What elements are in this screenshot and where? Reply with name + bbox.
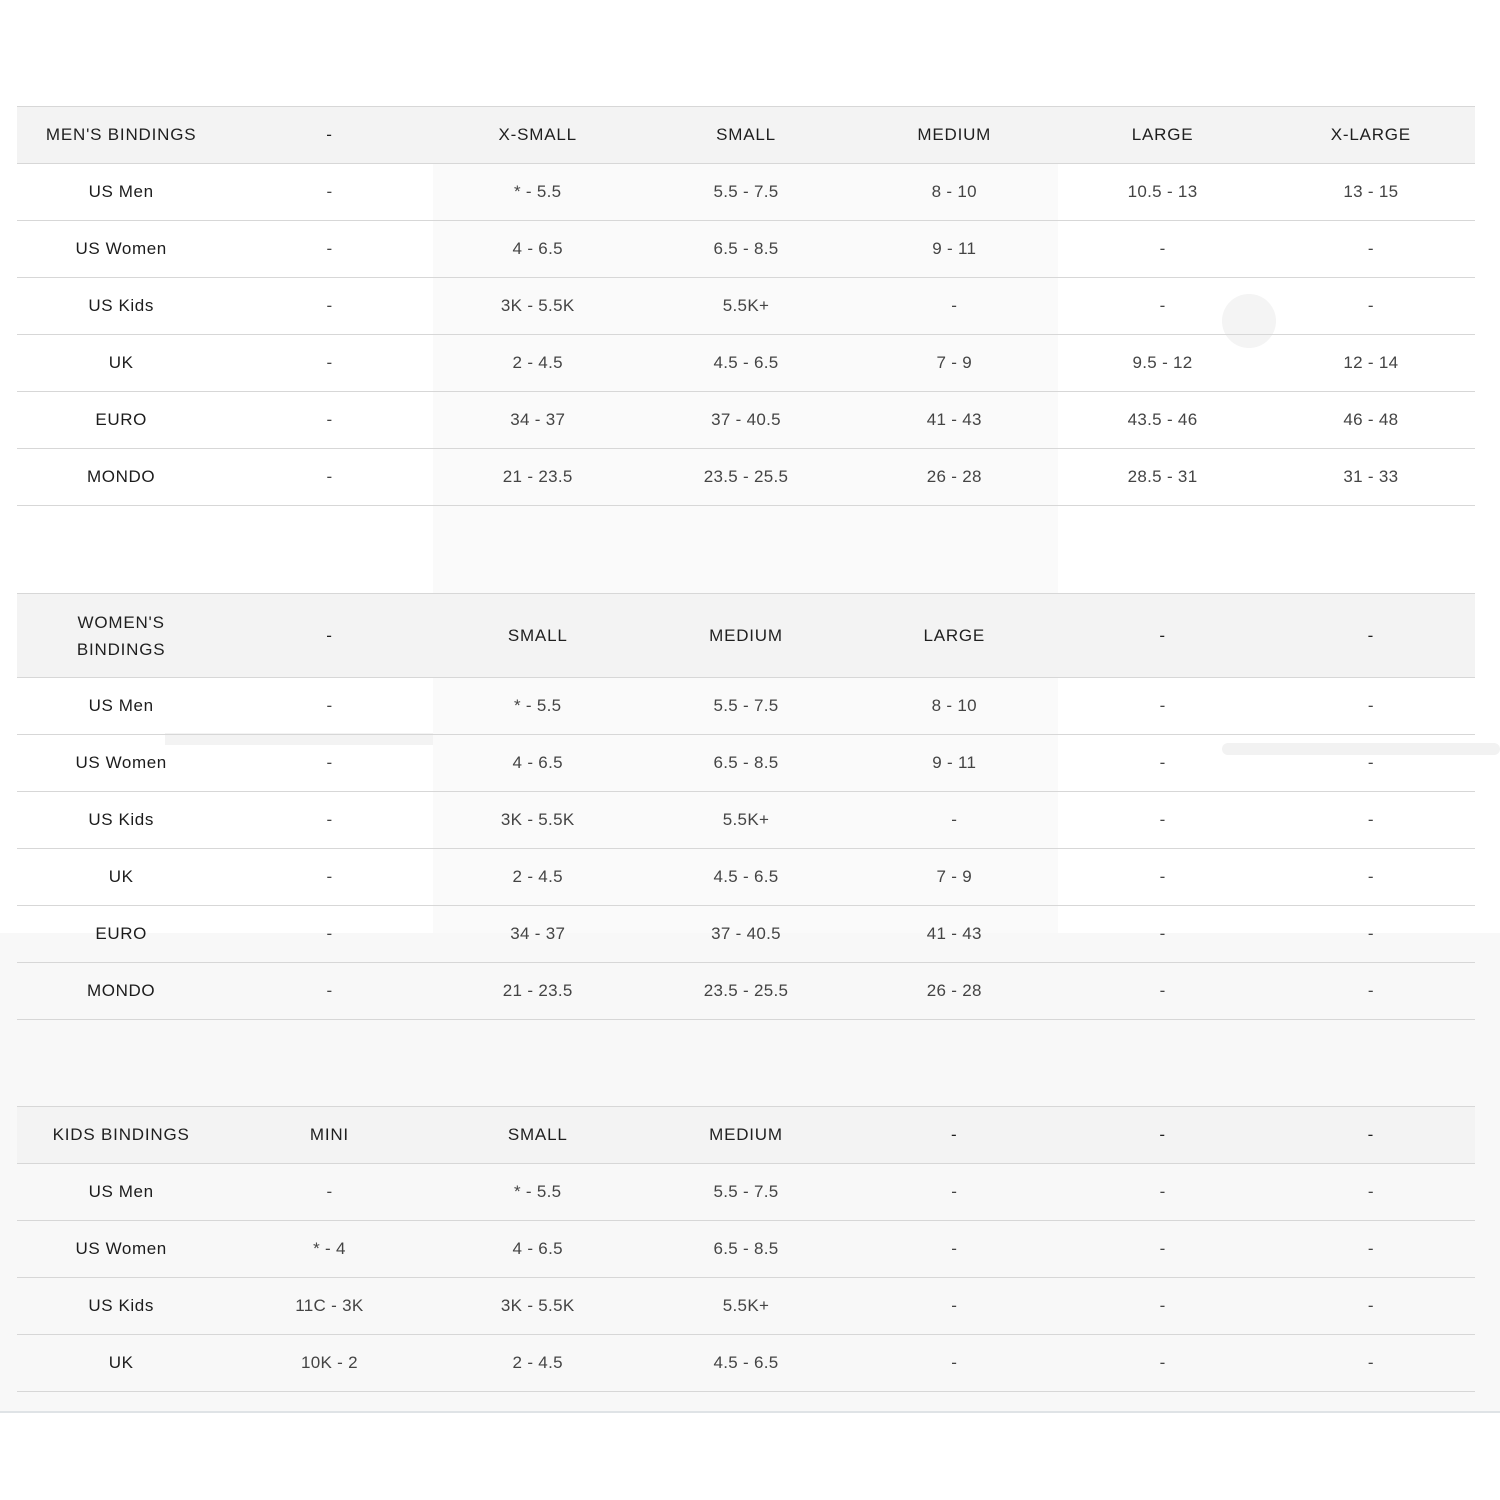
- size-range-cell: 3K - 5.5K: [434, 1278, 642, 1335]
- size-range-cell: 21 - 23.5: [434, 963, 642, 1020]
- size-column-header: -: [1058, 1107, 1266, 1164]
- size-system-label: US Women: [17, 221, 225, 278]
- size-system-label: EURO: [17, 906, 225, 963]
- size-range-cell: 23.5 - 25.5: [642, 963, 850, 1020]
- size-range-cell: 31 - 33: [1267, 449, 1475, 506]
- size-range-cell: 9 - 11: [850, 735, 1058, 792]
- size-range-cell: 8 - 10: [850, 678, 1058, 735]
- size-range-cell: 41 - 43: [850, 392, 1058, 449]
- size-range-cell: -: [1267, 849, 1475, 906]
- size-range-cell: -: [225, 678, 433, 735]
- size-range-cell: -: [850, 1164, 1058, 1221]
- size-range-cell: 4 - 6.5: [434, 735, 642, 792]
- table-row: [17, 278, 1475, 335]
- kids-bindings-size-table: [17, 1106, 1475, 1392]
- size-range-cell: 2 - 4.5: [434, 849, 642, 906]
- table-row: [17, 1335, 1475, 1392]
- size-range-cell: * - 4: [225, 1221, 433, 1278]
- table-row: [17, 449, 1475, 506]
- table-row: [17, 1221, 1475, 1278]
- table-row: [17, 906, 1475, 963]
- size-range-cell: * - 5.5: [434, 1164, 642, 1221]
- table-row: [17, 963, 1475, 1020]
- size-range-cell: 37 - 40.5: [642, 392, 850, 449]
- size-range-cell: 6.5 - 8.5: [642, 221, 850, 278]
- size-range-cell: 3K - 5.5K: [434, 278, 642, 335]
- size-range-cell: 7 - 9: [850, 335, 1058, 392]
- size-column-header: -: [1058, 594, 1266, 678]
- size-column-header: LARGE: [1058, 107, 1266, 164]
- size-system-label: US Women: [17, 735, 225, 792]
- size-range-cell: 43.5 - 46: [1058, 392, 1266, 449]
- table-header-row: [17, 107, 1475, 164]
- size-range-cell: -: [225, 221, 433, 278]
- size-range-cell: * - 5.5: [434, 678, 642, 735]
- size-range-cell: -: [850, 1221, 1058, 1278]
- size-range-cell: -: [850, 1278, 1058, 1335]
- size-range-cell: -: [1058, 963, 1266, 1020]
- size-range-cell: 6.5 - 8.5: [642, 1221, 850, 1278]
- size-range-cell: 4.5 - 6.5: [642, 1335, 850, 1392]
- table-title-header: KIDS BINDINGS: [17, 1107, 225, 1164]
- size-range-cell: 4 - 6.5: [434, 1221, 642, 1278]
- size-column-header: -: [225, 107, 433, 164]
- size-column-header: LARGE: [850, 594, 1058, 678]
- table-title-header: MEN'S BINDINGS: [17, 107, 225, 164]
- size-column-header: X-SMALL: [434, 107, 642, 164]
- table-row: [17, 335, 1475, 392]
- size-range-cell: -: [1058, 678, 1266, 735]
- size-range-cell: -: [1267, 221, 1475, 278]
- size-range-cell: 4 - 6.5: [434, 221, 642, 278]
- size-range-cell: -: [1267, 792, 1475, 849]
- size-range-cell: -: [850, 1335, 1058, 1392]
- table-row: [17, 792, 1475, 849]
- divider: [0, 1411, 1500, 1413]
- size-column-header: SMALL: [434, 1107, 642, 1164]
- size-system-label: US Kids: [17, 792, 225, 849]
- size-range-cell: 34 - 37: [434, 906, 642, 963]
- size-system-label: MONDO: [17, 449, 225, 506]
- size-range-cell: -: [1058, 221, 1266, 278]
- size-range-cell: 26 - 28: [850, 963, 1058, 1020]
- size-range-cell: -: [1267, 1278, 1475, 1335]
- size-range-cell: 5.5K+: [642, 1278, 850, 1335]
- table-row: [17, 735, 1475, 792]
- size-range-cell: 4.5 - 6.5: [642, 335, 850, 392]
- size-range-cell: -: [1267, 963, 1475, 1020]
- size-range-cell: -: [1058, 1278, 1266, 1335]
- size-range-cell: 26 - 28: [850, 449, 1058, 506]
- size-system-label: UK: [17, 1335, 225, 1392]
- size-range-cell: 9.5 - 12: [1058, 335, 1266, 392]
- size-range-cell: -: [225, 849, 433, 906]
- size-range-cell: -: [1267, 678, 1475, 735]
- size-range-cell: 41 - 43: [850, 906, 1058, 963]
- size-column-header: -: [850, 1107, 1058, 1164]
- table-row: [17, 1278, 1475, 1335]
- size-range-cell: -: [225, 278, 433, 335]
- size-range-cell: -: [1058, 735, 1266, 792]
- size-range-cell: 7 - 9: [850, 849, 1058, 906]
- size-column-header: -: [1267, 594, 1475, 678]
- size-system-label: US Kids: [17, 1278, 225, 1335]
- size-range-cell: 2 - 4.5: [434, 335, 642, 392]
- size-range-cell: 34 - 37: [434, 392, 642, 449]
- size-system-label: EURO: [17, 392, 225, 449]
- size-range-cell: 10K - 2: [225, 1335, 433, 1392]
- size-system-label: US Men: [17, 1164, 225, 1221]
- size-column-header: X-LARGE: [1267, 107, 1475, 164]
- size-range-cell: -: [225, 164, 433, 221]
- table-header-row: [17, 1107, 1475, 1164]
- size-column-header: -: [225, 594, 433, 678]
- size-range-cell: 5.5K+: [642, 792, 850, 849]
- size-range-cell: -: [1058, 792, 1266, 849]
- womens-bindings-size-table: [17, 593, 1475, 1020]
- size-range-cell: 5.5 - 7.5: [642, 678, 850, 735]
- size-range-cell: 21 - 23.5: [434, 449, 642, 506]
- size-range-cell: 5.5 - 7.5: [642, 1164, 850, 1221]
- size-range-cell: -: [1267, 1221, 1475, 1278]
- size-column-header: SMALL: [642, 107, 850, 164]
- size-system-label: US Kids: [17, 278, 225, 335]
- size-range-cell: -: [1058, 849, 1266, 906]
- size-range-cell: 4.5 - 6.5: [642, 849, 850, 906]
- size-range-cell: -: [225, 735, 433, 792]
- size-range-cell: -: [225, 906, 433, 963]
- size-range-cell: -: [1267, 735, 1475, 792]
- size-range-cell: 23.5 - 25.5: [642, 449, 850, 506]
- table-row: [17, 1164, 1475, 1221]
- size-range-cell: -: [1267, 906, 1475, 963]
- size-range-cell: 5.5 - 7.5: [642, 164, 850, 221]
- size-range-cell: 8 - 10: [850, 164, 1058, 221]
- size-range-cell: -: [225, 335, 433, 392]
- table-row: [17, 678, 1475, 735]
- size-system-label: UK: [17, 335, 225, 392]
- size-range-cell: 9 - 11: [850, 221, 1058, 278]
- size-range-cell: 6.5 - 8.5: [642, 735, 850, 792]
- size-range-cell: 3K - 5.5K: [434, 792, 642, 849]
- size-range-cell: -: [1058, 1164, 1266, 1221]
- size-range-cell: 12 - 14: [1267, 335, 1475, 392]
- size-range-cell: -: [1058, 278, 1266, 335]
- size-range-cell: 10.5 - 13: [1058, 164, 1266, 221]
- size-range-cell: -: [1267, 278, 1475, 335]
- size-range-cell: -: [225, 1164, 433, 1221]
- table-row: [17, 392, 1475, 449]
- size-range-cell: -: [1058, 1221, 1266, 1278]
- size-column-header: MEDIUM: [850, 107, 1058, 164]
- table-title-header: WOMEN'S BINDINGS: [17, 594, 225, 678]
- size-range-cell: -: [1058, 1335, 1266, 1392]
- size-system-label: US Men: [17, 678, 225, 735]
- size-range-cell: -: [850, 278, 1058, 335]
- size-range-cell: 11C - 3K: [225, 1278, 433, 1335]
- size-range-cell: -: [225, 392, 433, 449]
- size-system-label: US Women: [17, 1221, 225, 1278]
- size-range-cell: * - 5.5: [434, 164, 642, 221]
- table-row: [17, 849, 1475, 906]
- size-range-cell: -: [850, 792, 1058, 849]
- size-column-header: -: [1267, 1107, 1475, 1164]
- size-column-header: MEDIUM: [642, 594, 850, 678]
- size-range-cell: -: [1267, 1164, 1475, 1221]
- size-system-label: MONDO: [17, 963, 225, 1020]
- size-range-cell: 2 - 4.5: [434, 1335, 642, 1392]
- table-header-row: [17, 594, 1475, 678]
- size-range-cell: -: [225, 449, 433, 506]
- size-range-cell: 13 - 15: [1267, 164, 1475, 221]
- table-row: [17, 221, 1475, 278]
- size-system-label: US Men: [17, 164, 225, 221]
- size-range-cell: -: [1267, 1335, 1475, 1392]
- mens-bindings-size-table: [17, 106, 1475, 506]
- size-system-label: UK: [17, 849, 225, 906]
- size-column-header: MEDIUM: [642, 1107, 850, 1164]
- size-range-cell: -: [225, 963, 433, 1020]
- size-range-cell: -: [225, 792, 433, 849]
- size-range-cell: 5.5K+: [642, 278, 850, 335]
- size-range-cell: -: [1058, 906, 1266, 963]
- size-range-cell: 37 - 40.5: [642, 906, 850, 963]
- table-row: [17, 164, 1475, 221]
- size-column-header: MINI: [225, 1107, 433, 1164]
- size-range-cell: 28.5 - 31: [1058, 449, 1266, 506]
- size-column-header: SMALL: [434, 594, 642, 678]
- size-range-cell: 46 - 48: [1267, 392, 1475, 449]
